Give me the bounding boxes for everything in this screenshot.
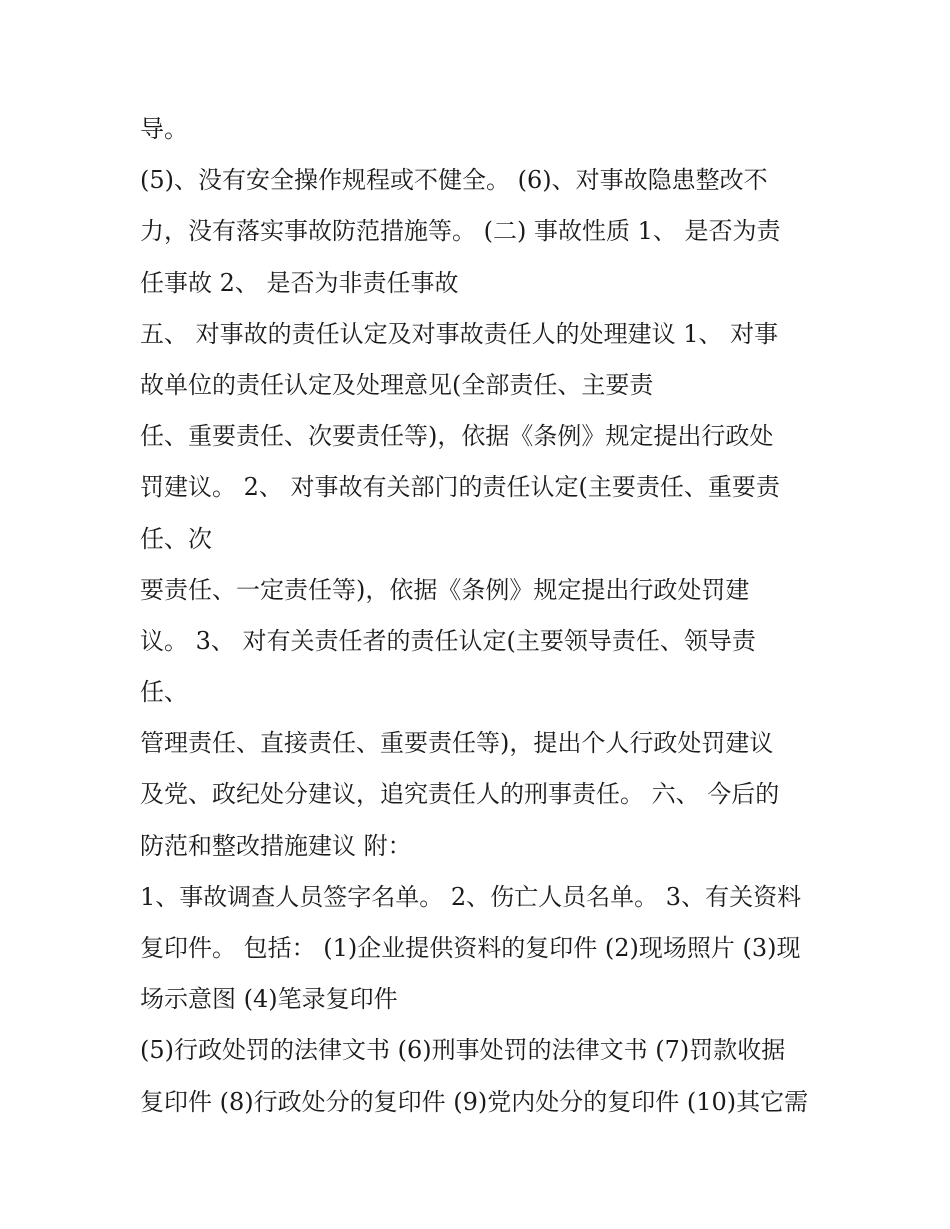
text-line: 要责任、一定责任等)，依据《条例》规定提出行政处罚建	[140, 575, 750, 604]
text-line: 1、事故调查人员签字名单。 2、伤亡人员名单。 3、有关资料	[140, 882, 802, 911]
text-line: 罚建议。 2、 对事故有关部门的责任认定(主要责任、重要责	[140, 473, 780, 502]
text-line: 任、	[140, 678, 188, 707]
text-line: 复印件 (8)行政处分的复印件 (9)党内处分的复印件 (10)其它需	[140, 1087, 809, 1116]
text-line: 管理责任、直接责任、重要责任等)，提出个人行政处罚建议	[140, 729, 774, 758]
text-line: 议。 3、 对有关责任者的责任认定(主要领导责任、领导责	[140, 626, 756, 655]
text-line: 任、重要责任、次要责任等)，依据《条例》规定提出行政处	[140, 422, 774, 451]
text-line: 五、 对事故的责任认定及对事故责任人的处理建议 1、 对事	[140, 319, 779, 348]
text-line: 故单位的责任认定及处理意见(全部责任、主要责	[140, 370, 654, 399]
text-line: (5)行政处罚的法律文书 (6)刑事处罚的法律文书 (7)罚款收据	[140, 1036, 786, 1065]
text-line: 场示意图 (4)笔录复印件	[140, 985, 398, 1014]
text-line: 导。	[140, 115, 188, 143]
text-line: 力，没有落实事故防范措施等。 (二) 事故性质 1、 是否为责	[140, 217, 781, 246]
text-line: 任事故 2、 是否为非责任事故	[140, 268, 459, 297]
document-body	[140, 104, 830, 1128]
text-line: 复印件。 包括： (1)企业提供资料的复印件 (2)现场照片 (3)现	[140, 934, 801, 962]
text-line: 任、次	[140, 524, 212, 553]
text-line: 及党、政纪处分建议，追究责任人的刑事责任。 六、 今后的	[140, 780, 780, 809]
text-line: 防范和整改措施建议 附：	[140, 831, 412, 860]
text-line: (5)、没有安全操作规程或不健全。 (6)、对事故隐患整改不	[140, 166, 768, 195]
